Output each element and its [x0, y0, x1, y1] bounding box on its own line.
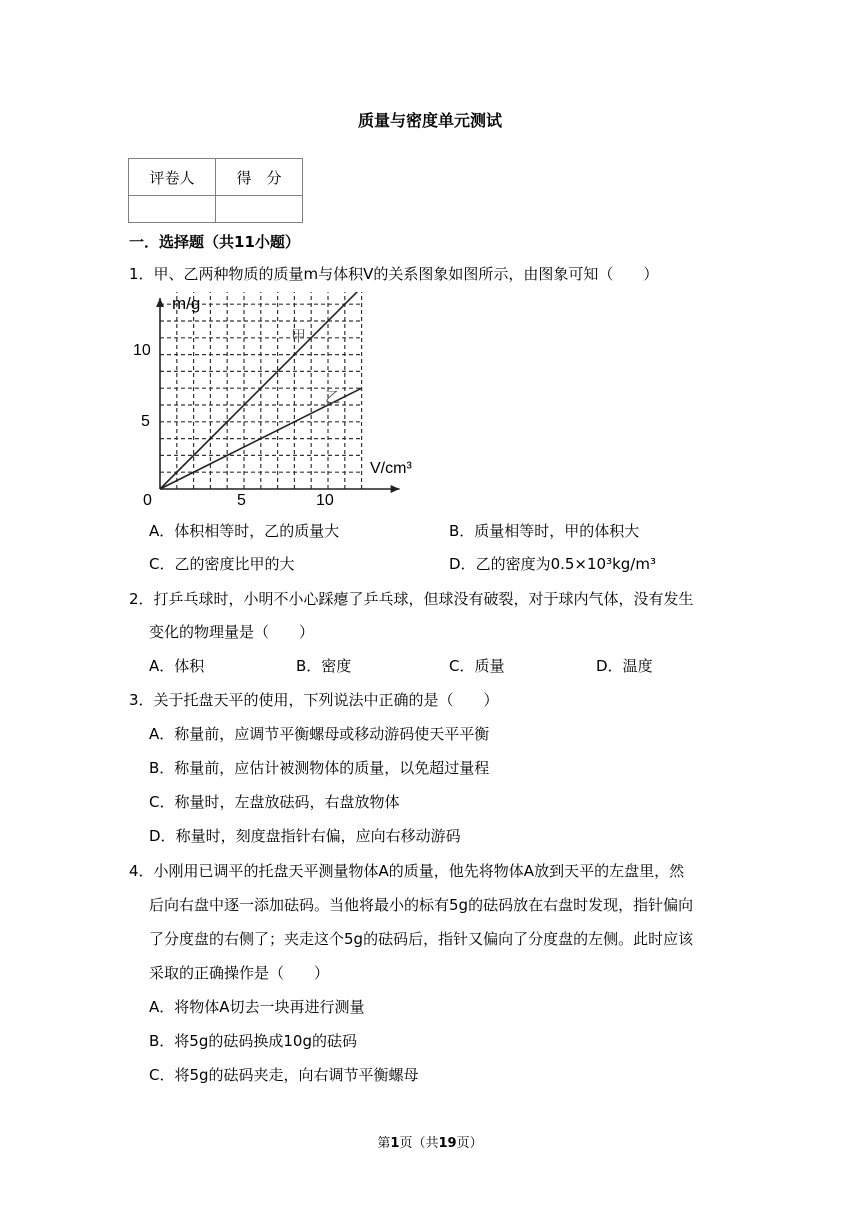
option-text: 乙的密度比甲的大 — [174, 555, 295, 573]
y-tick-5: 5 — [141, 413, 150, 430]
question-2-line-2: 变化的物理量是（ ） — [149, 623, 315, 641]
question-number: 1． — [129, 265, 154, 283]
question-text: 甲、乙两种物质的质量m与体积V的关系图象如图所示，由图象可知（ ） — [153, 265, 659, 283]
option-label: A． — [149, 725, 175, 743]
q3-option-c[interactable] — [149, 791, 400, 812]
question-4-line-3: 了分度盘的右侧了；夹走这个5g的砝码后，指针又偏向了分度盘的左侧。此时应该 — [149, 930, 694, 948]
line-label-jia: 甲 — [291, 327, 307, 345]
option-text: 温度 — [622, 657, 653, 675]
option-label: A． — [149, 657, 175, 675]
option-label: D． — [596, 657, 623, 675]
option-label: B． — [296, 657, 322, 675]
question-number: 4． — [129, 862, 154, 880]
option-text: 将物体A切去一块再进行测量 — [174, 998, 365, 1016]
page-title: 质量与密度单元测试 — [357, 111, 502, 130]
q2-option-c[interactable] — [449, 655, 505, 676]
x-axis-arrow — [391, 485, 400, 493]
q3-option-b[interactable] — [149, 757, 489, 778]
score-cell[interactable] — [216, 196, 303, 223]
q4-option-a[interactable] — [149, 996, 365, 1017]
footer-suffix: 页） — [456, 1136, 483, 1151]
y-axis-label: m/g — [172, 294, 201, 313]
reviewer-header: 评卷人 — [129, 159, 216, 196]
footer-mid: 页（共 — [399, 1136, 439, 1151]
q2-option-a[interactable] — [149, 655, 204, 676]
reviewer-cell[interactable] — [129, 196, 216, 223]
question-number: 2． — [129, 590, 154, 608]
footer-page-number: 1 — [390, 1136, 400, 1151]
score-table — [128, 158, 303, 223]
q1-option-a[interactable] — [149, 520, 339, 541]
y-tick-10: 10 — [133, 342, 151, 359]
section-title: 一．选择题（共11小题） — [129, 233, 300, 251]
x-tick-5: 5 — [237, 492, 246, 509]
option-label: C． — [149, 793, 175, 811]
question-1 — [129, 263, 658, 284]
origin-label: 0 — [143, 492, 152, 509]
option-text: 称量时，刻度盘指针右偏，应向右移动游码 — [175, 827, 461, 845]
q3-option-a[interactable] — [149, 723, 489, 744]
option-text: 质量相等时，甲的体积大 — [474, 522, 640, 540]
page-footer — [0, 1132, 860, 1151]
option-label: A． — [149, 998, 175, 1016]
option-label: B． — [149, 1032, 175, 1050]
option-label: D． — [149, 827, 176, 845]
q1-option-b[interactable] — [449, 520, 639, 541]
option-text: 称量前，应估计被测物体的质量，以免超过量程 — [174, 759, 490, 777]
option-text: 质量 — [474, 657, 505, 675]
question-text: 关于托盘天平的使用，下列说法中正确的是（ ） — [153, 691, 499, 709]
option-label: C． — [449, 657, 475, 675]
question-4-line-4: 采取的正确操作是（ ） — [149, 964, 330, 982]
line-label-yi: 乙 — [325, 388, 341, 406]
x-axis-label: V/cm³ — [370, 460, 412, 477]
y-axis-arrow — [156, 298, 164, 307]
option-text: 体积 — [174, 657, 205, 675]
score-header: 得 分 — [216, 159, 303, 196]
q2-option-d[interactable] — [596, 655, 653, 676]
q1-option-c[interactable] — [149, 553, 295, 574]
question-3 — [129, 689, 499, 710]
option-text: 将5g的砝码换成10g的砝码 — [174, 1032, 357, 1050]
footer-prefix: 第 — [377, 1136, 391, 1151]
q4-option-b[interactable] — [149, 1030, 357, 1051]
option-label: C． — [149, 1066, 175, 1084]
q3-option-d[interactable] — [149, 825, 461, 846]
question-4 — [129, 860, 684, 881]
question-2 — [129, 588, 694, 609]
option-label: B． — [149, 759, 175, 777]
q4-option-c[interactable] — [149, 1064, 419, 1085]
footer-total-pages: 19 — [438, 1136, 457, 1151]
option-text: 乙的密度为0.5×10³kg/m³ — [475, 555, 656, 573]
option-label: A． — [149, 522, 175, 540]
option-label: B． — [449, 522, 475, 540]
option-label: C． — [149, 555, 175, 573]
question-4-line-2: 后向右盘中逐一添加砝码。当他将最小的标有5g的砝码放在右盘时发现，指针偏向 — [149, 896, 694, 914]
option-text: 密度 — [321, 657, 352, 675]
option-text: 将5g的砝码夹走，向右调节平衡螺母 — [174, 1066, 419, 1084]
question-number: 3． — [129, 691, 154, 709]
option-label: D． — [449, 555, 476, 573]
x-tick-10: 10 — [316, 492, 334, 509]
option-text: 体积相等时，乙的质量大 — [174, 522, 340, 540]
question-text: 小刚用已调平的托盘天平测量物体A的质量，他先将物体A放到天平的左盘里，然 — [153, 862, 685, 880]
option-text: 称量时，左盘放砝码，右盘放物体 — [174, 793, 400, 811]
option-text: 称量前，应调节平衡螺母或移动游码使天平平衡 — [174, 725, 490, 743]
question-text: 打乒乓球时，小明不小心踩瘪了乒乓球，但球没有破裂，对于球内气体，没有发生 — [153, 590, 694, 608]
q1-option-d[interactable] — [449, 553, 656, 574]
mass-volume-graph — [126, 292, 436, 512]
q2-option-b[interactable] — [296, 655, 351, 676]
